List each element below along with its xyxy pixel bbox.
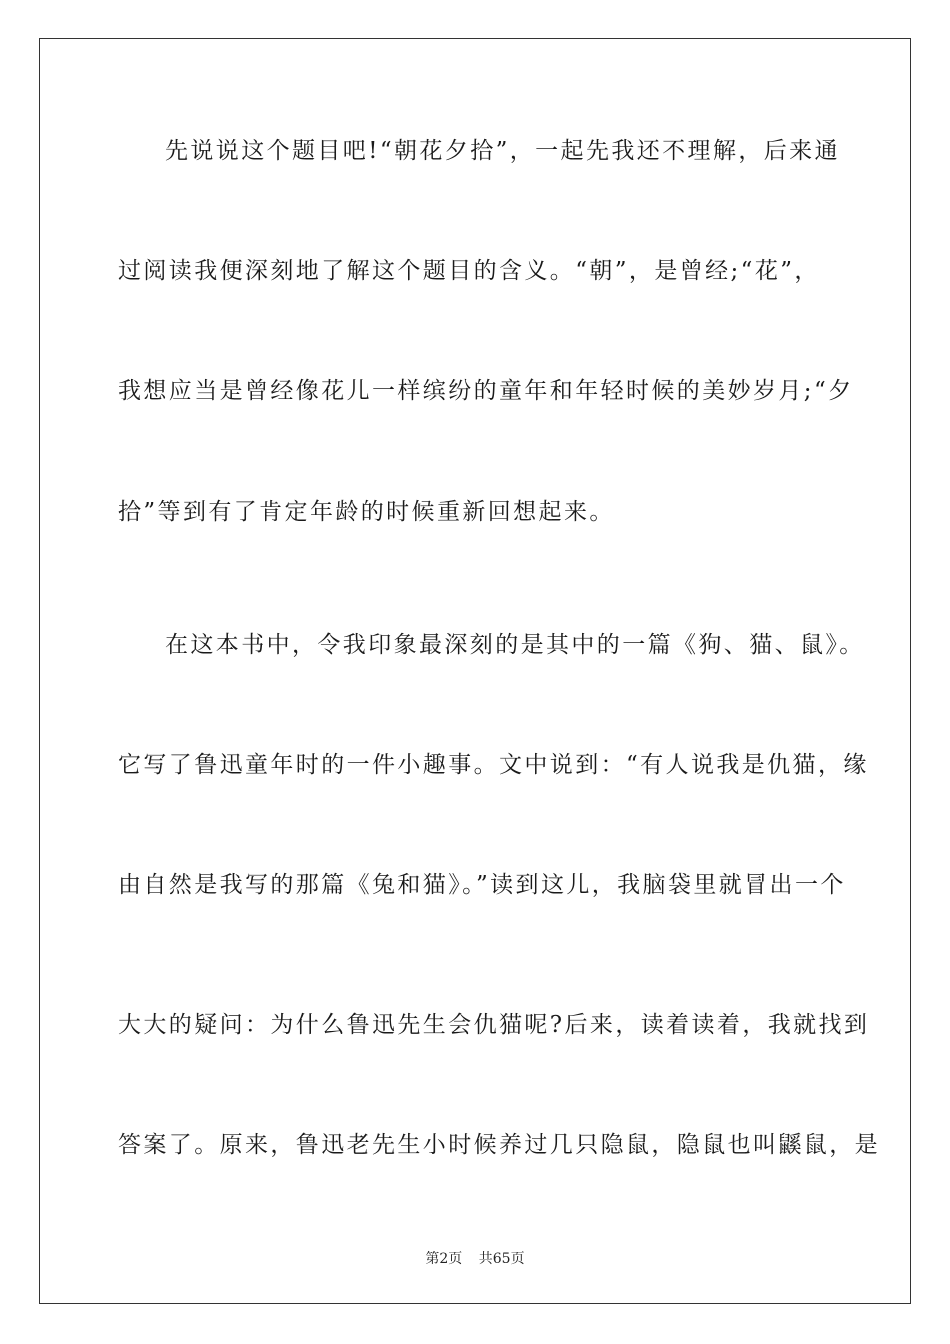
paragraph-line: 它写了鲁迅童年时的一件小趣事。文中说到：“有人说我是仇猫，缘 <box>118 752 869 778</box>
paragraph-line: 拾”等到有了肯定年龄的时候重新回想起来。 <box>118 499 615 525</box>
paragraph-line: 大大的疑问：为什么鲁迅先生会仇猫呢?后来，读着读着，我就找到 <box>118 1012 870 1038</box>
page-number: 第2页 <box>425 1251 463 1267</box>
page-total: 共65页 <box>478 1251 525 1267</box>
page-border <box>39 38 911 1304</box>
paragraph-line: 我想应当是曾经像花儿一样缤纷的童年和年轻时候的美妙岁月;“夕 <box>118 378 854 404</box>
paragraph-line: 由自然是我写的那篇《兔和猫》。”读到这儿，我脑袋里就冒出一个 <box>118 872 846 898</box>
paragraph-line: 先说说这个题目吧!“朝花夕拾”，一起先我还不理解，后来通 <box>165 138 840 164</box>
page-footer <box>0 1248 950 1268</box>
paragraph-line: 答案了。原来，鲁迅老先生小时候养过几只隐鼠，隐鼠也叫鼷鼠，是 <box>118 1132 880 1158</box>
paragraph-line: 在这本书中，令我印象最深刻的是其中的一篇《狗、猫、鼠》。 <box>165 632 865 658</box>
paragraph-line: 过阅读我便深刻地了解这个题目的含义。“朝”，是曾经;“花”， <box>118 258 820 284</box>
